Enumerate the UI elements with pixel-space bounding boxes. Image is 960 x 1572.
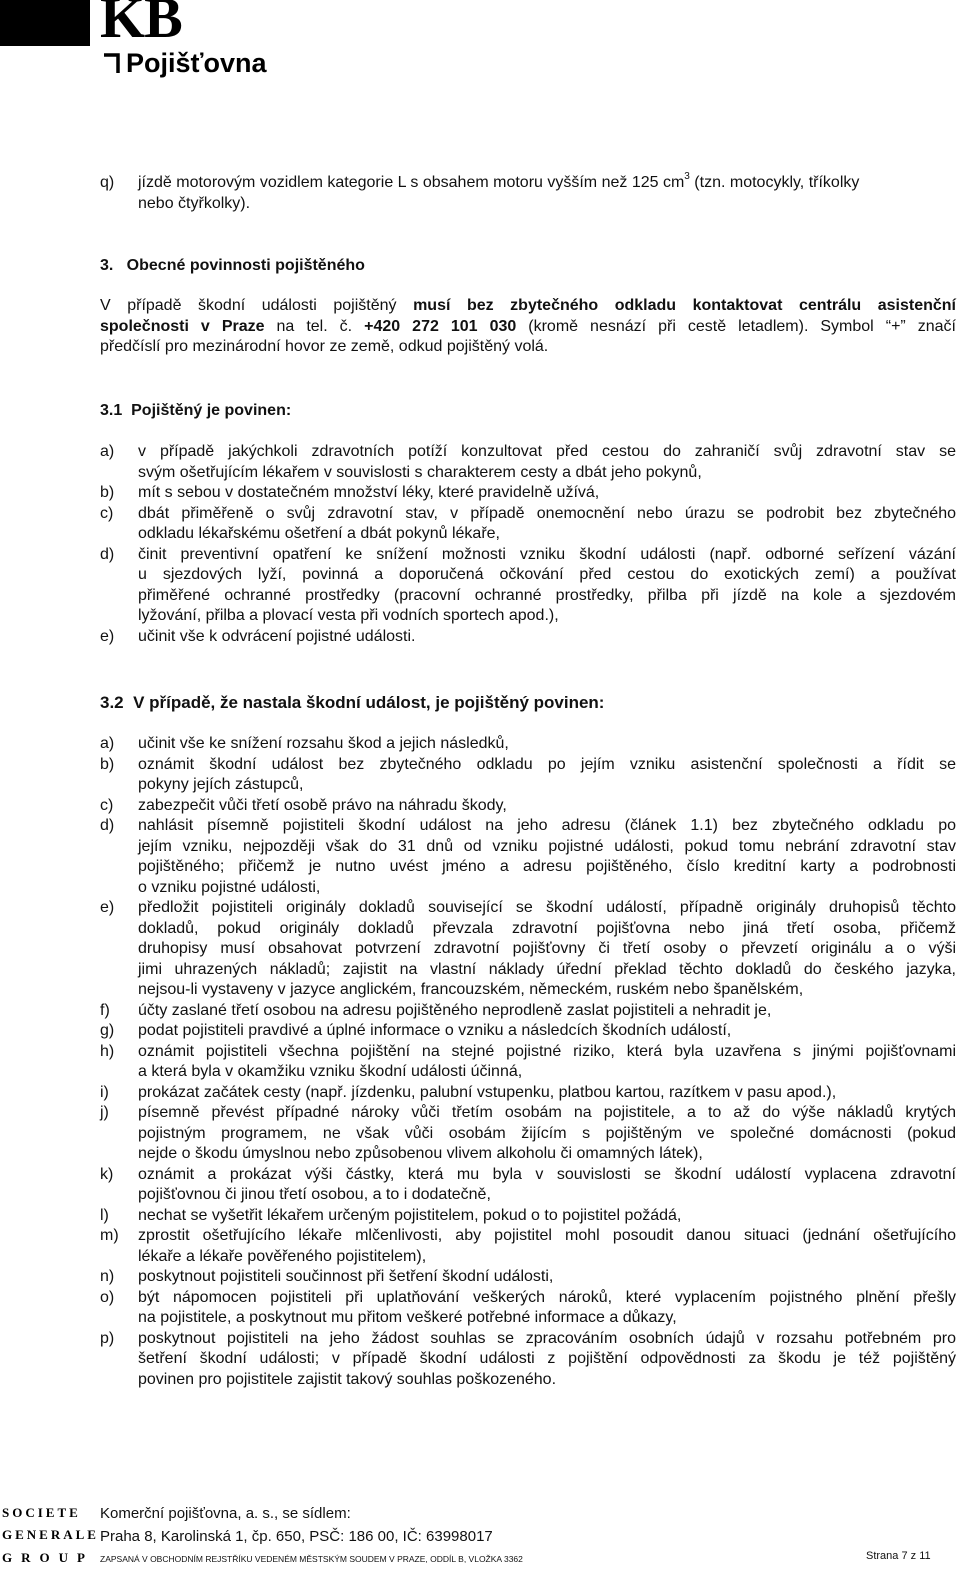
list-item-label: b) — [100, 755, 115, 773]
list-item-label: j) — [100, 1104, 109, 1121]
list-item-line: v případě jakýchkoli zdravotních potíží konzultovat před cestou do zahraničí svůj zdravotní stav se — [138, 443, 956, 460]
list-item-label: i) — [100, 1083, 109, 1101]
list-item-line: písemně převést případné nároky vůči třetím osobám na pojistitele, a to až do výše nákladů krytých — [138, 1104, 956, 1121]
list-item-line: mít s sebou v dostatečném množství léky, které pravidelně užívá, — [138, 484, 600, 501]
list-item-label: a) — [100, 443, 115, 460]
list-item-line: odkladu lékařskému ošetření a dbát pokynů lékaře, — [138, 525, 500, 542]
list-item-line: přiměřené ochranné prostředky (pracovní ochranné prostředky, přilba při jízdě na kole a sjezdovém — [138, 586, 956, 604]
list-item-line: svým ošetřujícím lékařem v souvislosti s charakterem cesty a dbát jeho pokynů, — [138, 463, 702, 481]
list-item-label: l) — [100, 1206, 109, 1224]
list-item-label: n) — [100, 1268, 115, 1285]
item-q-text: jízdě motorovým vozidlem kategorie L s obsahem motoru vyšším než 125 $cm^3$ (tzn. motocykly, tříkolky nebo čtyřkolky). — [138, 171, 860, 212]
list-item-line: nahlásit písemně pojistiteli škodní událost na jeho adresu (článek 1.1) bez zbytečného odkladu po — [138, 817, 956, 834]
footer-register: ZAPSANÁ V OBCHODNÍM REJSTŘÍKU VEDENÉM MĚSTSKÝM SOUDEM V PRAZE, ODDÍL B, VLOŽKA 3362 — [100, 1554, 523, 1564]
list-item-line: pojišťovnou či jinou třetí osobou, a to i dodatečně, — [138, 1186, 491, 1203]
societe-generale-line3: GROUP — [2, 1550, 94, 1565]
list-item-line: lékaře a lékaře pověřeného pojistitelem), — [138, 1247, 427, 1265]
list-item-line: zabezpečit vůči třetí osobě právo na náhradu škody, — [138, 796, 507, 814]
list-item-line: prokázat začátek cesty (např. jízdenku, palubní vstupenku, platbou kartou, razítkem v pasu apod.), — [138, 1083, 837, 1101]
kb-pojistovna-logo — [0, 0, 290, 80]
list-item-line: druhopisy musí obsahovat potvrzení zdravotní pojišťovny či třetí osoby o převzetí originálu a o výši — [138, 940, 956, 957]
page-number: Strana 7 z 11 — [866, 1550, 931, 1562]
list-item-line: o vzniku pojistné události, — [138, 878, 321, 896]
list-item-label: m) — [100, 1227, 119, 1244]
list-item-line: pojistným programem, ne však vůči osobám žijícím s pojištěným ve společné domácnosti (pokud — [138, 1124, 956, 1142]
list-item-label: b) — [100, 484, 115, 501]
logo-corner-icon — [104, 53, 120, 73]
superscript-3: 3 — [684, 171, 690, 182]
societe-generale-line1: SOCIETE — [2, 1505, 81, 1520]
list-item-line: zprostit ošetřujícího lékaře mlčenlivosti, aby pojistitel mohl posoudit danou situaci (jednání ošetřujícího — [138, 1227, 956, 1244]
list-item-line: činit preventivní opatření ke snížení možnosti vzniku škodní události (např. odborné seřízení vázání — [138, 545, 956, 563]
list-item-line: nejde o škodu úmyslnou nebo způsobenou vlivem alkoholu či omamných látek), — [138, 1145, 703, 1162]
list-item-label: d) — [100, 545, 115, 563]
list-item-line: předložit pojistiteli originály dokladů související se škodní událostí, případně originály druhopisů těchto — [138, 899, 956, 916]
list-item-line: u sjezdových lyží, povinná a doporučená očkování před cestou do exotických zemí) a používat — [138, 566, 956, 583]
list-item-line: a která byla v okamžiku vzniku škodní události účinná, — [138, 1063, 523, 1080]
section-3-paragraph: V případě škodní události pojištěný musí bez zbytečného odkladu kontaktovat centrálu asistenční společnosti v Praze na tel. č. +420 272 101 030 (kromě nesnází při cestě letadlem). Symbol “+” značí předčíslí pro mezinárodní hovor ze země, odkud pojištěný volá. — [100, 297, 956, 355]
section-3-2-heading: 3.2 V případě, že nastala škodní událost, je pojištěný povinen: — [100, 693, 605, 712]
footer-company: Komerční pojišťovna, a. s., se sídlem: — [100, 1505, 351, 1522]
list-item-line: podat pojistiteli pravdivé a úplné informace o vzniku a následcích škodních událostí, — [138, 1022, 732, 1039]
list-item-line: nechat se vyšetřit lékařem určeným pojistitelem, pokud o to pojistitel požádá, — [138, 1206, 682, 1224]
list-item-label: a) — [100, 735, 115, 752]
list-item-line: poskytnout pojistiteli na jeho žádost souhlas se zpracováním osobních údajů v rozsahu potřebném pro — [138, 1329, 956, 1347]
societe-generale-line2: GENERALE — [2, 1527, 99, 1542]
list-item-line: poskytnout pojistiteli součinnost při šetření škodní události, — [138, 1268, 554, 1285]
list-item-label: c) — [100, 796, 114, 814]
list-item-line: jimi uhrazených nákladů; zajistit na vlastní náklady úřední překlad těchto dokladů do českého jazyka, — [138, 960, 956, 978]
list-item-label: p) — [100, 1329, 115, 1347]
list-item-line: na pojistitele, a poskytnout mu přitom veškeré potřebné informace a důkazy, — [138, 1309, 677, 1326]
list-item-line: šetření škodní události; v případě škodní události z pojištění odpovědnosti za škodu je též pojištěný — [138, 1350, 956, 1367]
section-3-heading: 3. Obecné povinnosti pojištěného — [100, 257, 365, 274]
list-item-line: být nápomocen pojistiteli při uplatňování veškerých nároků, které vyplacením pojistného plnění přešly — [138, 1288, 956, 1306]
phone-number: +420 272 101 030 — [364, 317, 517, 335]
section-3-1-heading: 3.1 Pojištěný je povinen: — [100, 402, 292, 419]
list-item-line: nejsou-li vystaveny v jazyce anglickém, francouzském, německém, ruském nebo španělském, — [138, 981, 804, 998]
list-item-line: povinen pro pojistitele zajistit takový souhlas poškozeného. — [138, 1370, 557, 1388]
list-item-line: pojištěného; přičemž je nutno uvést jméno a adresu pojištěného, číslo kreditní karty a podrobnosti — [138, 858, 956, 875]
list-item-line: účty zaslané třetí osobou na adresu pojištěného neprodleně zaslat pojistiteli a nehradit je, — [138, 1001, 772, 1019]
list-item-line: lyžování, přilba a plovací vesta při vodních sportech apod.), — [138, 607, 559, 624]
list-item-line: pokyny jejích zástupců, — [138, 776, 304, 793]
logo-black-square — [0, 0, 90, 46]
list-item-line: oznámit a prokázat výši částky, která mu byla v souvislosti se škodní událostí vyplacena zdravotní — [138, 1165, 956, 1183]
list-item-label: d) — [100, 817, 115, 834]
list-item-label: k) — [100, 1165, 114, 1183]
list-item-line: dbát přiměřeně o svůj zdravotní stav, v případě onemocnění nebo úrazu se podrobit bez zbytečného — [138, 504, 956, 522]
list-item-line: oznámit škodní událost bez zbytečného odkladu po jejím vzniku asistenční společnosti a řídit se — [138, 755, 956, 773]
list-item-label: f) — [100, 1001, 110, 1019]
list-item-line: jejím vzniku, nejpozději však do 31 dnů od vzniku pojistné události, pokud tomu nebrání zdravotní stav — [138, 837, 956, 855]
list-item-line: učinit vše k odvrácení pojistné události. — [138, 627, 416, 645]
list-item-label: c) — [100, 504, 114, 522]
list-item-line: oznámit pojistiteli všechna pojištění na stejné pojistné riziko, která byla uzavřena s jinými pojišťovnami — [138, 1042, 956, 1060]
list-item-label: g) — [100, 1022, 115, 1039]
list-item-line: dokladů, pokud originály dokladů převzala zdravotní pojišťovna nebo jiná třetí osoba, přičemž — [138, 919, 956, 937]
list-item-label: h) — [100, 1042, 115, 1060]
list-item-line: učinit vše ke snížení rozsahu škod a jejich následků, — [138, 735, 509, 752]
item-q-label: q) — [100, 174, 115, 191]
logo-kb-text: KB — [100, 0, 182, 50]
list-item-label: e) — [100, 899, 115, 916]
footer-address: Praha 8, Karolinská 1, čp. 650, PSČ: 186 00, IČ: 63998017 — [100, 1528, 493, 1545]
list-item-label: e) — [100, 627, 115, 645]
logo-name-text: Pojišťovna — [126, 48, 267, 78]
list-item-label: o) — [100, 1288, 115, 1306]
